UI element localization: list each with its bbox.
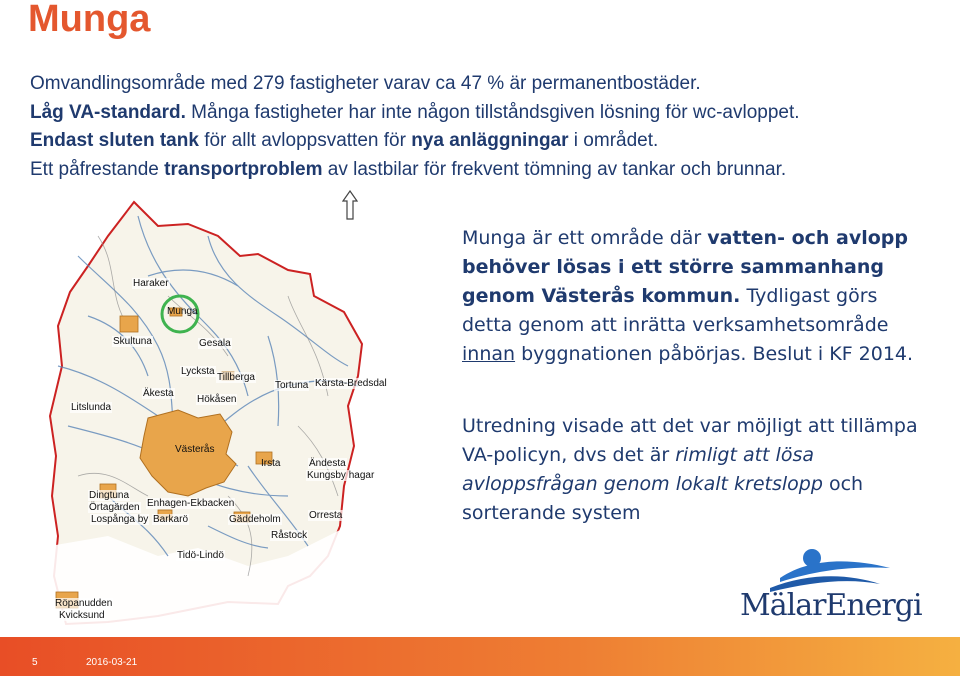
map-label-akesta: Äkesta <box>143 388 174 399</box>
map-label-lycksta: Lycksta <box>181 366 215 377</box>
map-label-karsta: Kärsta-Bredsdal <box>315 378 387 389</box>
map-label-ortagarden: Örtagärden <box>89 502 140 513</box>
footer-page-number: 5 <box>32 657 38 668</box>
intro-line-3-mid: för allt avloppsvatten för <box>198 130 412 151</box>
map-label-kvicksund: Kvicksund <box>59 610 105 621</box>
intro-line-3-bold2: nya anläggningar <box>411 130 569 151</box>
map-label-irsta: Irsta <box>261 458 281 469</box>
footer-date: 2016-03-21 <box>86 657 138 668</box>
intro-text <box>30 70 950 184</box>
info-block-1-p3: byggnationen påbörjas. Beslut i KF 2014. <box>515 343 914 365</box>
logo-waves-icon <box>740 548 910 592</box>
map-label-litslunda: Litslunda <box>71 402 112 413</box>
map-label-orresta: Orresta <box>309 510 343 521</box>
info-block-1 <box>462 224 932 369</box>
intro-line-1: Omvandlingsområde med 279 fastigheter varav ca 47 % är permanentbostäder. <box>30 73 701 94</box>
info-block-1-underline: innan <box>462 343 516 365</box>
intro-line-2 <box>30 99 950 128</box>
intro-line-3 <box>30 127 950 156</box>
intro-line-3-rest: i området. <box>568 130 659 151</box>
malarenergi-logo <box>740 548 922 628</box>
info-block-2 <box>462 412 942 528</box>
municipality-map <box>48 196 387 632</box>
info-block-1-bold: vatten- och avlopp behöver lösas i ett större sammanhang genom Västerås kommun. <box>462 227 908 307</box>
info-block-2-text <box>462 412 942 528</box>
map-graphic <box>48 196 368 632</box>
info-block-1-text <box>462 224 932 369</box>
info-block-2-p1: Utredning visade att det var möjligt att tillämpa VA-policyn, dvs det är <box>462 415 918 466</box>
map-label-haraker: Haraker <box>133 278 169 289</box>
map-label-kungsby: Kungsby hagar <box>307 470 375 481</box>
info-block-1-p1: Munga är ett område där <box>462 227 708 249</box>
intro-line-4 <box>30 156 950 185</box>
intro-line-4-bold: transportproblem <box>164 158 323 180</box>
intro-line-3-bold1: Endast sluten tank <box>30 130 199 151</box>
intro-line-4-rest: av lastbilar för frekvent tömning av tankar och brunnar. <box>322 158 787 180</box>
map-label-rastock: Råstock <box>271 530 308 541</box>
map-label-vasteras: Västerås <box>175 444 215 455</box>
slide-title: Munga <box>28 0 151 40</box>
map-label-ropanudden: Röpanudden <box>55 598 113 609</box>
map-label-lospanga: Lospånga by <box>91 514 149 525</box>
settlement-skultuna <box>120 316 138 332</box>
info-block-1-p2: Tydligast görs detta genom att inrätta verksamhetsområde <box>462 285 889 336</box>
info-block-2-italic: rimligt att lösa avloppsfrågan genom lokalt kretslopp <box>462 444 823 495</box>
intro-line-2-rest: Många fastigheter har inte någon tillståndsgiven lösning för wc-avloppet. <box>185 101 800 123</box>
map-label-skultuna: Skultuna <box>113 336 152 347</box>
map-label-hokasen: Hökåsen <box>197 394 237 405</box>
intro-line-4-start: Ett påfrestande <box>30 158 165 180</box>
map-label-tidolindo: Tidö-Lindö <box>177 550 224 561</box>
info-block-2-p2: och sorterande system <box>462 473 864 524</box>
map-label-tillberga: Tillberga <box>217 372 255 383</box>
map-label-gesala: Gesala <box>199 338 231 349</box>
map-label-andesta: Ändesta <box>309 458 346 469</box>
map-label-tortuna: Tortuna <box>275 380 309 391</box>
map-label-barkaro: Barkarö <box>153 514 189 525</box>
map-label-munga: Munga <box>167 306 198 317</box>
footer-bar <box>0 637 960 676</box>
map-label-dingtuna: Dingtuna <box>89 490 130 501</box>
map-label-gaddeholm: Gäddeholm <box>229 514 281 525</box>
map-label-enhagen: Enhagen-Ekbacken <box>147 498 235 509</box>
logo-text: MälarEnergi <box>740 588 922 623</box>
intro-line-2-bold: Låg VA-standard. <box>30 101 186 123</box>
